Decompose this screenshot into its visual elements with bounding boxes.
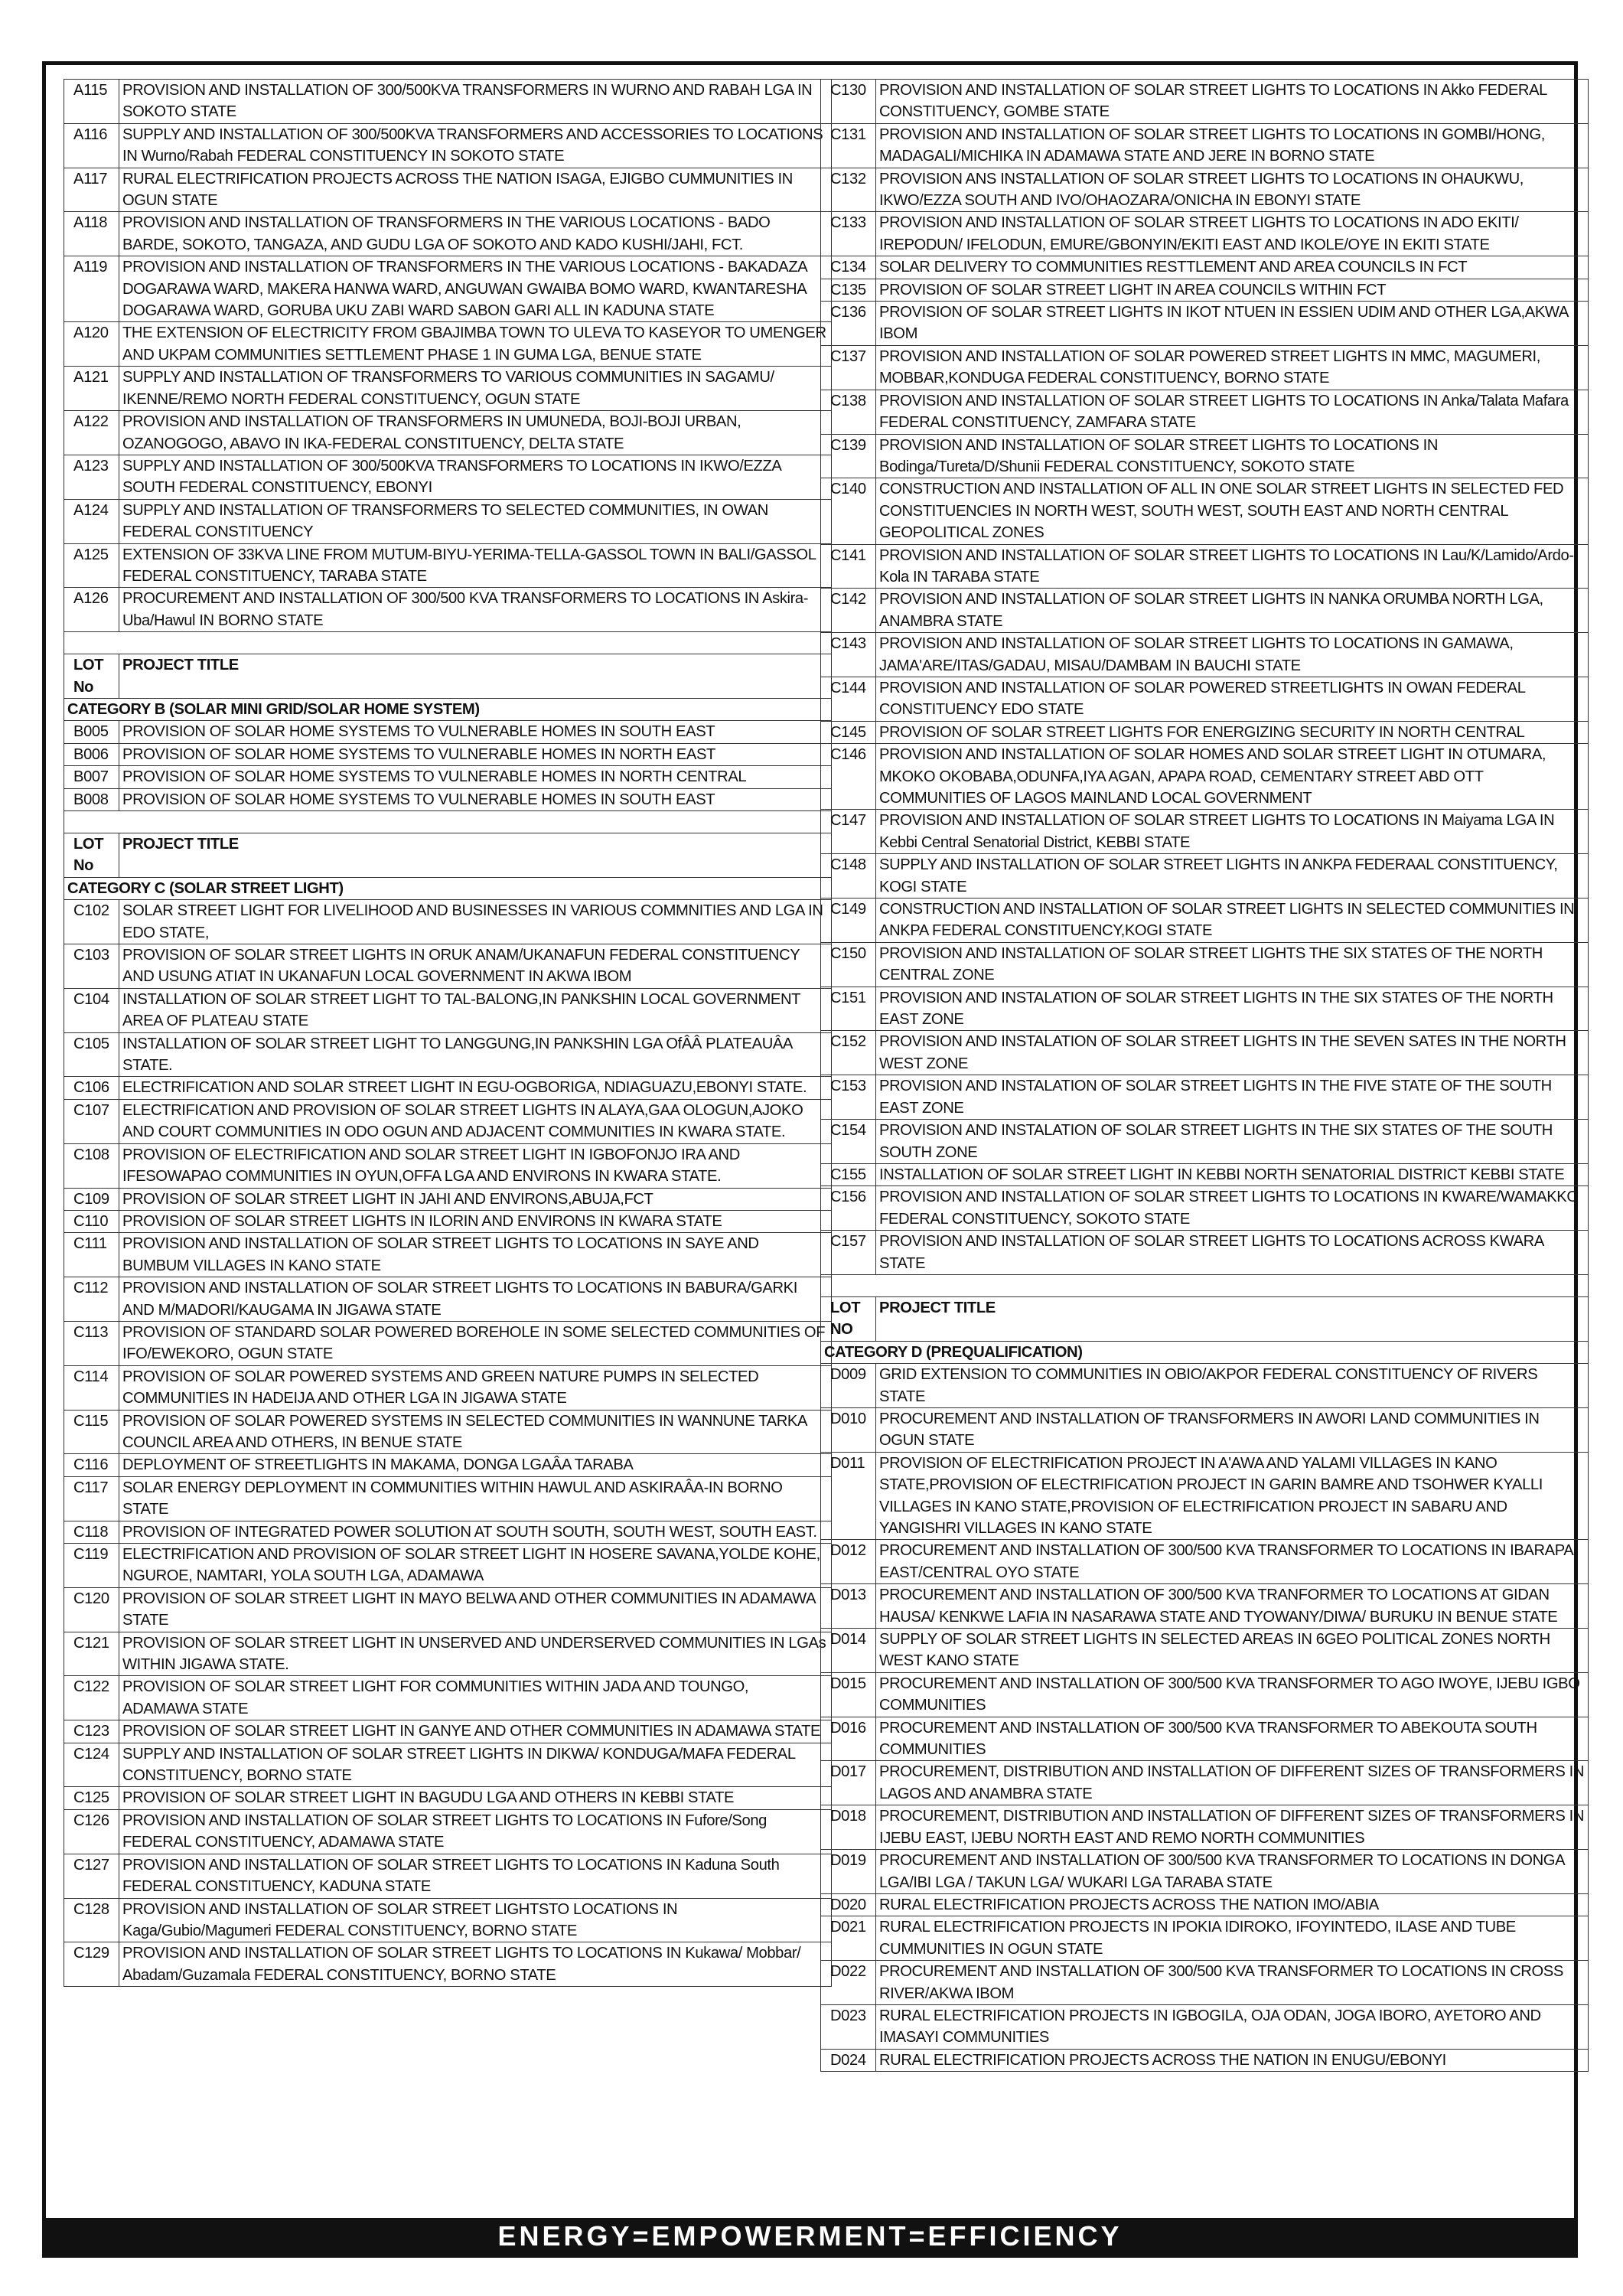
lot-number: C142: [821, 589, 876, 633]
lot-number: C136: [821, 302, 876, 346]
project-title-header: PROJECT TITLE: [119, 833, 832, 878]
project-title: PROVISION OF SOLAR STREET LIGHTS FOR ENERGIZING SECURITY IN NORTH CENTRAL: [876, 721, 1589, 743]
category-heading-row: [64, 698, 832, 720]
lot-number: A115: [64, 80, 119, 124]
lot-number: C152: [821, 1031, 876, 1075]
lot-row: [64, 499, 832, 543]
lot-number: C138: [821, 390, 876, 434]
lot-row: [821, 1186, 1589, 1231]
lot-number: D014: [821, 1629, 876, 1673]
lot-row: [821, 810, 1589, 854]
lot-row: [821, 1231, 1589, 1275]
lot-number: C124: [64, 1743, 119, 1787]
lot-number: C117: [64, 1476, 119, 1521]
project-title: PROVISION AND INSTALLATION OF SOLAR STREET LIGHTS TO LOCATIONS IN Lau/K/Lamido/Ardo-Kola IN TARABA STATE: [876, 544, 1589, 589]
lot-row: [821, 721, 1589, 743]
spacer-cell: [64, 811, 832, 833]
project-title: RURAL ELECTRIFICATION PROJECTS IN IPOKIA IDIROKO, IFOYINTEDO, ILASE AND TUBE CUMMUNITIES IN OGUN STATE: [876, 1916, 1589, 1961]
category-heading-row: [64, 877, 832, 899]
lot-row: [821, 544, 1589, 589]
project-title: PROVISION AND INSTALLATION OF SOLAR STREET LIGHTS TO LOCATIONS IN GOMBI/HONG, MADAGALI/MICHIKA IN ADAMAWA STATE AND JERE IN BORNO STATE: [876, 123, 1589, 168]
lot-row: [64, 1632, 832, 1676]
project-title: PROVISION AND INSTALLATION OF SOLAR STREET LIGHTS TO LOCATIONS ACROSS KWARA STATE: [876, 1231, 1589, 1275]
lot-number: C135: [821, 279, 876, 301]
lot-number: A121: [64, 367, 119, 411]
category-heading: CATEGORY D (PREQUALIFICATION): [821, 1341, 1589, 1363]
lot-number: C153: [821, 1075, 876, 1120]
right-column: [820, 79, 1589, 2072]
lot-number: C103: [64, 944, 119, 989]
lot-number: D015: [821, 1672, 876, 1717]
project-title: PROVISION OF SOLAR POWERED SYSTEMS IN SELECTED COMMUNITIES IN WANNUNE TARKA COUNCIL AREA AND OTHERS, IN BENUE STATE: [119, 1410, 832, 1454]
lot-row: [821, 899, 1589, 943]
lot-row: [64, 1321, 832, 1365]
lot-number: B006: [64, 743, 119, 765]
lot-row: [821, 1717, 1589, 1761]
lot-row: [64, 1743, 832, 1787]
lot-number: C149: [821, 899, 876, 943]
lot-number: C130: [821, 80, 876, 124]
project-title: SUPPLY AND INSTALLATION OF TRANSFORMERS TO SELECTED COMMUNITIES, IN OWAN FEDERAL CONSTITUENCY: [119, 499, 832, 543]
lot-row: [821, 390, 1589, 434]
lot-row: [64, 1898, 832, 1942]
project-title: PROVISION OF SOLAR HOME SYSTEMS TO VULNERABLE HOMES IN SOUTH EAST: [119, 721, 832, 743]
project-title: PROVISION OF SOLAR HOME SYSTEMS TO VULNERABLE HOMES IN NORTH EAST: [119, 743, 832, 765]
lot-number: C112: [64, 1277, 119, 1322]
lot-row: [64, 123, 832, 168]
lot-row: [821, 2004, 1589, 2049]
lot-row: [821, 1916, 1589, 1961]
lot-row: [821, 1452, 1589, 1540]
project-title: ELECTRIFICATION AND PROVISION OF SOLAR STREET LIGHT IN HOSERE SAVANA,YOLDE KOHE, NGUROE, NAMTARI, YOLA SOUTH LGA, ADAMAWA: [119, 1544, 832, 1588]
lot-row: [821, 633, 1589, 677]
lot-number: D013: [821, 1584, 876, 1629]
lot-row: [64, 1099, 832, 1143]
lot-row: [821, 1805, 1589, 1850]
project-title: CONSTRUCTION AND INSTALLATION OF ALL IN ONE SOLAR STREET LIGHTS IN SELECTED FED CONSTITUENCIES IN NORTH WEST, SOUTH WEST, SOUTH EAST AND NORTH CENTRAL GEOPOLITICAL ZONES: [876, 478, 1589, 544]
spacer-cell: [821, 1274, 1589, 1296]
lot-row: [64, 1454, 832, 1476]
project-title: PROVISION OF SOLAR STREET LIGHT IN AREA COUNCILS WITHIN FCT: [876, 279, 1589, 301]
lot-row: [64, 543, 832, 588]
project-title: PROCUREMENT AND INSTALLATION OF TRANSFORMERS IN AWORI LAND COMMUNITIES IN OGUN STATE: [876, 1407, 1589, 1452]
lot-row: [64, 367, 832, 411]
project-title: PROVISION OF ELECTRIFICATION AND SOLAR STREET LIGHT IN IGBOFONJO IRA AND IFESOWAPAO COMMUNITIES IN OYUN,OFFA LGA AND ENVIRONS IN KWARA STATE.: [119, 1143, 832, 1188]
lot-row: [821, 744, 1589, 810]
column-header-row: [821, 1296, 1589, 1341]
project-title: SUPPLY AND INSTALLATION OF 300/500KVA TRANSFORMERS TO LOCATIONS IN IKWO/EZZA SOUTH FEDERAL CONSTITUENCY, EBONYI: [119, 455, 832, 499]
project-title: PROVISION AND INSTALLATION OF SOLAR STREET LIGHTS TO LOCATIONS IN Fufore/Song FEDERAL CONSTITUENCY, ADAMAWA STATE: [119, 1809, 832, 1854]
lot-number: C143: [821, 633, 876, 677]
lot-number: A119: [64, 256, 119, 322]
lot-row: [821, 1031, 1589, 1075]
project-title: PROCUREMENT AND INSTALLATION OF 300/500 KVA TRANFORMER TO LOCATIONS AT GIDAN HAUSA/ KENKWE LAFIA IN NASARAWA STATE AND TYOWANY/DIWA/ BURUKU IN BENUE STATE: [876, 1584, 1589, 1629]
project-title: INSTALLATION OF SOLAR STREET LIGHT TO LANGGUNG,IN PANKSHIN LGA OfÂÂ PLATEAUÂA STATE.: [119, 1032, 832, 1077]
lot-row: [64, 1544, 832, 1588]
project-title: RURAL ELECTRIFICATION PROJECTS ACROSS THE NATION ISAGA, EJIGBO CUMMUNITIES IN OGUN STATE: [119, 168, 832, 212]
lot-number: C134: [821, 256, 876, 279]
spacer-row: [64, 811, 832, 833]
project-title: PROVISION AND INSTALLATION OF TRANSFORMERS IN UMUNEDA, BOJI-BOJI URBAN, OZANOGOGO, ABAVO IN IKA-FEDERAL CONSTITUENCY, DELTA STATE: [119, 411, 832, 455]
project-title-header: PROJECT TITLE: [119, 654, 832, 699]
lot-number: C157: [821, 1231, 876, 1275]
project-title: PROVISION OF SOLAR STREET LIGHTS IN ILORIN AND ENVIRONS IN KWARA STATE: [119, 1210, 832, 1232]
project-title: PROVISION OF SOLAR HOME SYSTEMS TO VULNERABLE HOMES IN SOUTH EAST: [119, 788, 832, 810]
project-title: PROVISION OF ELECTRIFICATION PROJECT IN A'AWA AND YALAMI VILLAGES IN KANO STATE,PROVISION OF ELECTRIFICATION PROJECT IN GARIN BAMRE AND TSOHWER KYALLI VILLAGES IN KANO STATE,PROVISION OF ELECTRIFICATION PROJECT IN SABARU AND YANGISHRI VILLAGES IN KANO STATE: [876, 1452, 1589, 1540]
project-title: PROCUREMENT, DISTRIBUTION AND INSTALLATION OF DIFFERENT SIZES OF TRANSFORMERS IN IJEBU EAST, IJEBU NORTH EAST AND REMO NORTH COMMUNITIES: [876, 1805, 1589, 1850]
lot-number: D012: [821, 1540, 876, 1584]
lot-number: D009: [821, 1364, 876, 1408]
project-title: SOLAR DELIVERY TO COMMUNITIES RESTTLEMENT AND AREA COUNCILS IN FCT: [876, 256, 1589, 279]
project-title: DEPLOYMENT OF STREETLIGHTS IN MAKAMA, DONGA LGAÂA TARABA: [119, 1454, 832, 1476]
project-title: PROVISION AND INSTALLATION OF SOLAR POWERED STREET LIGHTS IN MMC, MAGUMERI, MOBBAR,KONDUGA FEDERAL CONSTITUENCY, BORNO STATE: [876, 345, 1589, 390]
lot-number: A124: [64, 499, 119, 543]
lot-row: [64, 1032, 832, 1077]
lot-number: A126: [64, 588, 119, 632]
lot-number: C104: [64, 988, 119, 1032]
lot-number: C115: [64, 1410, 119, 1454]
lots-table-left: [64, 79, 832, 1987]
lot-number: C140: [821, 478, 876, 544]
lot-row: [64, 322, 832, 367]
project-title: PROVISION OF SOLAR HOME SYSTEMS TO VULNERABLE HOMES IN NORTH CENTRAL: [119, 766, 832, 788]
project-title: PROVISION OF STANDARD SOLAR POWERED BOREHOLE IN SOME SELECTED COMMUNITIES OF IFO/EWEKORO, OGUN STATE: [119, 1321, 832, 1365]
project-title: PROVISION AND INSTALLATION OF TRANSFORMERS IN THE VARIOUS LOCATIONS - BAKADAZA DOGARAWA WARD, MAKERA HANWA WARD, ANGUWAN GWAIBA BOMO WARD, KWANTARESHA DOGARAWA WARD, GORUBA UKU ZABI WARD SABON GARI ALL IN KADUNA STATE: [119, 256, 832, 322]
project-title: SOLAR ENERGY DEPLOYMENT IN COMMUNITIES WITHIN HAWUL AND ASKIRAÂA-IN BORNO STATE: [119, 1476, 832, 1521]
lot-number: C105: [64, 1032, 119, 1077]
lot-row: [64, 1942, 832, 1987]
lot-row: [821, 168, 1589, 212]
lot-row: [64, 1410, 832, 1454]
project-title: PROVISION OF SOLAR STREET LIGHTS IN ORUK ANAM/UKANAFUN FEDERAL CONSTITUENCY AND USUNG ATIAT IN UKANAFUN LOCAL GOVERNMENT IN AKWA IBOM: [119, 944, 832, 989]
project-title: PROVISION AND INSTALLATION OF SOLAR STREET LIGHTS TO LOCATIONS IN GAMAWA, JAMA'ARE/ITAS/GADAU, MISAU/DAMBAM IN BAUCHI STATE: [876, 633, 1589, 677]
lot-number: A120: [64, 322, 119, 367]
lot-row: [64, 1521, 832, 1543]
lot-row: [821, 1761, 1589, 1805]
lot-number: C145: [821, 721, 876, 743]
lot-number: A122: [64, 411, 119, 455]
lot-row: [821, 1075, 1589, 1120]
lot-row: [64, 1809, 832, 1854]
lot-row: [64, 1365, 832, 1410]
lot-number: C151: [821, 987, 876, 1031]
lot-number: C144: [821, 677, 876, 721]
lot-row: [64, 788, 832, 810]
lot-number: D023: [821, 2004, 876, 2049]
lot-number: D021: [821, 1916, 876, 1961]
project-title: SOLAR STREET LIGHT FOR LIVELIHOOD AND BUSINESSES IN VARIOUS COMMNITIES AND LGA IN EDO STATE,: [119, 900, 832, 944]
left-column: [64, 79, 832, 1987]
lot-number: C116: [64, 1454, 119, 1476]
lot-row: [821, 1584, 1589, 1629]
lot-row: [64, 944, 832, 989]
category-heading: CATEGORY B (SOLAR MINI GRID/SOLAR HOME SYSTEM): [64, 698, 832, 720]
project-title: PROVISION OF SOLAR STREET LIGHT FOR COMMUNITIES WITHIN JADA AND TOUNGO, ADAMAWA STATE: [119, 1676, 832, 1720]
lot-row: [821, 1364, 1589, 1408]
lot-number: A123: [64, 455, 119, 499]
lot-number: B005: [64, 721, 119, 743]
lot-number: D019: [821, 1850, 876, 1894]
lot-number: C109: [64, 1188, 119, 1210]
lot-row: [64, 988, 832, 1032]
project-title: INSTALLATION OF SOLAR STREET LIGHT IN KEBBI NORTH SENATORIAL DISTRICT KEBBI STATE: [876, 1163, 1589, 1186]
lot-number: C147: [821, 810, 876, 854]
lot-row: [64, 588, 832, 632]
project-title: PROVISION AND INSTALATION OF SOLAR STREET LIGHTS IN THE SIX STATES OF THE NORTH EAST ZONE: [876, 987, 1589, 1031]
spacer-row: [64, 632, 832, 654]
lot-number: C114: [64, 1365, 119, 1410]
lot-number: C122: [64, 1676, 119, 1720]
lot-number: D024: [821, 2049, 876, 2071]
lot-number: D018: [821, 1805, 876, 1850]
lot-row: [821, 2049, 1589, 2071]
lot-number: C129: [64, 1942, 119, 1987]
category-heading-row: [821, 1341, 1589, 1363]
column-header-row: [64, 833, 832, 878]
lot-row: [64, 1077, 832, 1099]
lot-number: D016: [821, 1717, 876, 1761]
lot-number: D017: [821, 1761, 876, 1805]
lot-row: [821, 942, 1589, 987]
lot-row: [64, 455, 832, 499]
project-title: SUPPLY AND INSTALLATION OF TRANSFORMERS TO VARIOUS COMMUNITIES IN SAGAMU/ IKENNE/REMO NORTH FEDERAL CONSTITUENCY, OGUN STATE: [119, 367, 832, 411]
lot-number: D022: [821, 1961, 876, 2005]
lot-number: C125: [64, 1787, 119, 1809]
column-header-row: [64, 654, 832, 699]
project-title: PROCUREMENT AND INSTALLATION OF 300/500 KVA TRANSFORMERS TO LOCATIONS IN Askira-Uba/Hawul IN BORNO STATE: [119, 588, 832, 632]
project-title: PROVISION OF SOLAR STREET LIGHT IN BAGUDU LGA AND OTHERS IN KEBBI STATE: [119, 1787, 832, 1809]
lot-row: [821, 345, 1589, 390]
project-title: PROVISION OF SOLAR POWERED SYSTEMS AND GREEN NATURE PUMPS IN SELECTED COMMUNITIES IN HADEIJA AND OTHER LGA IN JIGAWA STATE: [119, 1365, 832, 1410]
lot-number: A125: [64, 543, 119, 588]
lots-table-right: [820, 79, 1589, 2072]
project-title: CONSTRUCTION AND INSTALLATION OF SOLAR STREET LIGHTS IN SELECTED COMMUNITIES IN ANKPA FEDERAL CONSTITUENCY,KOGI STATE: [876, 899, 1589, 943]
project-title: PROVISION AND INSTALATION OF SOLAR STREET LIGHTS IN THE SEVEN SATES IN THE NORTH WEST ZONE: [876, 1031, 1589, 1075]
lot-row: [64, 1143, 832, 1188]
project-title: PROVISION AND INSTALLATION OF SOLAR STREET LIGHTS TO LOCATIONS IN Maiyama LGA IN Kebbi Central Senatorial District, KEBBI STATE: [876, 810, 1589, 854]
project-title: RURAL ELECTRIFICATION PROJECTS ACROSS THE NATION IN ENUGU/EBONYI: [876, 2049, 1589, 2071]
lot-row: [64, 1188, 832, 1210]
project-title: PROCUREMENT, DISTRIBUTION AND INSTALLATION OF DIFFERENT SIZES OF TRANSFORMERS IN LAGOS AND ANAMBRA STATE: [876, 1761, 1589, 1805]
lot-row: [64, 721, 832, 743]
lot-number: C102: [64, 900, 119, 944]
project-title: PROVISION OF SOLAR STREET LIGHT IN GANYE AND OTHER COMMUNITIES IN ADAMAWA STATE: [119, 1720, 832, 1743]
lot-number: A118: [64, 212, 119, 256]
lot-number: C155: [821, 1163, 876, 1186]
lot-row: [821, 854, 1589, 899]
lot-number: C118: [64, 1521, 119, 1543]
project-title: PROCUREMENT AND INSTALLATION OF 300/500 KVA TRANSFORMER TO LOCATIONS IN CROSS RIVER/AKWA IBOM: [876, 1961, 1589, 2005]
lot-row: [821, 478, 1589, 544]
lot-number: C110: [64, 1210, 119, 1232]
lot-number: C119: [64, 1544, 119, 1588]
lot-number: C132: [821, 168, 876, 212]
project-title: RURAL ELECTRIFICATION PROJECTS ACROSS THE NATION IMO/ABIA: [876, 1893, 1589, 1916]
lot-number: B007: [64, 766, 119, 788]
spacer-cell: [64, 632, 832, 654]
project-title: PROVISION AND INSTALATION OF SOLAR STREET LIGHTS IN THE SIX STATES OF THE SOUTH SOUTH ZONE: [876, 1120, 1589, 1164]
lot-row: [821, 1961, 1589, 2005]
lot-row: [821, 1893, 1589, 1916]
project-title: PROVISION AND INSTALLATION OF 300/500KVA TRANSFORMERS IN WURNO AND RABAH LGA IN SOKOTO STATE: [119, 80, 832, 124]
project-title: EXTENSION OF 33KVA LINE FROM MUTUM-BIYU-YERIMA-TELLA-GASSOL TOWN IN BALI/GASSOL FEDERAL CONSTITUENCY, TARABA STATE: [119, 543, 832, 588]
lot-number: C133: [821, 212, 876, 256]
project-title: PROCUREMENT AND INSTALLATION OF 300/500 KVA TRANSFORMER TO LOCATIONS IN DONGA LGA/IBI LGA / TAKUN LGA/ WUKARI LGA TARABA STATE: [876, 1850, 1589, 1894]
lot-number: C126: [64, 1809, 119, 1854]
project-title: PROVISION AND INSTALLATION OF TRANSFORMERS IN THE VARIOUS LOCATIONS - BADO BARDE, SOKOTO, TANGAZA, AND GUDU LGA OF SOKOTO AND KADO KUSHI/JAHI, FCT.: [119, 212, 832, 256]
project-title: PROCUREMENT AND INSTALLATION OF 300/500 KVA TRANSFORMER TO AGO IWOYE, IJEBU IGBO COMMUNITIES: [876, 1672, 1589, 1717]
lot-row: [64, 1233, 832, 1277]
lot-number: B008: [64, 788, 119, 810]
category-heading: CATEGORY C (SOLAR STREET LIGHT): [64, 877, 832, 899]
lot-row: [64, 80, 832, 124]
lot-number: C154: [821, 1120, 876, 1164]
lot-number: C148: [821, 854, 876, 899]
lot-number: C131: [821, 123, 876, 168]
lot-number: C106: [64, 1077, 119, 1099]
lot-number: D020: [821, 1893, 876, 1916]
project-title: PROVISION AND INSTALLATION OF SOLAR STREET LIGHTS TO LOCATIONS IN Anka/Talata Mafara FEDERAL CONSTITUENCY, ZAMFARA STATE: [876, 390, 1589, 434]
lot-row: [821, 1120, 1589, 1164]
lot-number: C139: [821, 434, 876, 478]
lot-no-header: LOT No: [64, 833, 119, 878]
lot-number: C141: [821, 544, 876, 589]
project-title: PROVISION AND INSTALLATION OF SOLAR STREET LIGHTS TO LOCATIONS IN BABURA/GARKI AND M/MADORI/KAUGAMA IN JIGAWA STATE: [119, 1277, 832, 1322]
project-title-header: PROJECT TITLE: [876, 1296, 1589, 1341]
lot-row: [64, 1676, 832, 1720]
lot-row: [821, 80, 1589, 124]
lot-number: C146: [821, 744, 876, 810]
project-title: SUPPLY AND INSTALLATION OF 300/500KVA TRANSFORMERS AND ACCESSORIES TO LOCATIONS IN Wurno/Rabah FEDERAL CONSTITUENCY IN SOKOTO STATE: [119, 123, 832, 168]
lot-number: C108: [64, 1143, 119, 1188]
lot-number: C107: [64, 1099, 119, 1143]
lot-number: A116: [64, 123, 119, 168]
lot-row: [64, 766, 832, 788]
project-title: PROCUREMENT AND INSTALLATION OF 300/500 KVA TRANSFORMER TO LOCATIONS IN IBARAPA EAST/CENTRAL OYO STATE: [876, 1540, 1589, 1584]
project-title: RURAL ELECTRIFICATION PROJECTS IN IGBOGILA, OJA ODAN, JOGA IBORO, AYETORO AND IMASAYI COMMUNITIES: [876, 2004, 1589, 2049]
lot-number: C113: [64, 1321, 119, 1365]
project-title: PROVISION OF SOLAR STREET LIGHTS IN IKOT NTUEN IN ESSIEN UDIM AND OTHER LGA,AKWA IBOM: [876, 302, 1589, 346]
lot-row: [64, 1277, 832, 1322]
project-title: INSTALLATION OF SOLAR STREET LIGHT TO TAL-BALONG,IN PANKSHIN LOCAL GOVERNMENT AREA OF PLATEAU STATE: [119, 988, 832, 1032]
lot-row: [64, 1787, 832, 1809]
lot-row: [821, 987, 1589, 1031]
lot-number: A117: [64, 168, 119, 212]
lot-row: [821, 1407, 1589, 1452]
lot-row: [64, 1587, 832, 1632]
lot-row: [64, 168, 832, 212]
lot-number: C156: [821, 1186, 876, 1231]
lot-row: [64, 256, 832, 322]
lot-number: D011: [821, 1452, 876, 1540]
lot-no-header: LOT NO: [821, 1296, 876, 1341]
project-title: PROVISION AND INSTALLATION OF SOLAR POWERED STREETLIGHTS IN OWAN FEDERAL CONSTITUENCY EDO STATE: [876, 677, 1589, 721]
project-title: PROVISION OF SOLAR STREET LIGHT IN JAHI AND ENVIRONS,ABUJA,FCT: [119, 1188, 832, 1210]
lot-row: [821, 1850, 1589, 1894]
lot-no-header: LOT No: [64, 654, 119, 699]
project-title: PROVISION AND INSTALLATION OF SOLAR STREET LIGHTS THE SIX STATES OF THE NORTH CENTRAL ZONE: [876, 942, 1589, 987]
project-title: PROVISION AND INSTALLATION OF SOLAR STREET LIGHTS TO LOCATIONS IN Bodinga/Tureta/D/Shunii FEDERAL CONSTITUENCY, SOKOTO STATE: [876, 434, 1589, 478]
project-title: SUPPLY AND INSTALLATION OF SOLAR STREET LIGHTS IN ANKPA FEDERAAL CONSTITUENCY, KOGI STATE: [876, 854, 1589, 899]
lot-row: [821, 1629, 1589, 1673]
project-title: PROVISION AND INSTALLATION OF SOLAR HOMES AND SOLAR STREET LIGHT IN OTUMARA, MKOKO OKOBABA,ODUNFA,IYA AGAN, APAPA ROAD, CEMENTARY STREET ABD OTT COMMUNITIES OF LAGOS MAINLAND LOCAL GOVERNMENT: [876, 744, 1589, 810]
lot-row: [64, 1720, 832, 1743]
lot-row: [821, 1540, 1589, 1584]
lot-row: [821, 434, 1589, 478]
lot-row: [64, 900, 832, 944]
project-title: PROVISION OF SOLAR STREET LIGHT IN UNSERVED AND UNDERSERVED COMMUNITIES IN LGAs WITHIN JIGAWA STATE.: [119, 1632, 832, 1676]
lot-row: [821, 1672, 1589, 1717]
lot-number: C121: [64, 1632, 119, 1676]
lot-number: D010: [821, 1407, 876, 1452]
project-title: SUPPLY OF SOLAR STREET LIGHTS IN SELECTED AREAS IN 6GEO POLITICAL ZONES NORTH WEST KANO STATE: [876, 1629, 1589, 1673]
project-title: PROVISION AND INSTALLATION OF SOLAR STREET LIGHTS IN NANKA ORUMBA NORTH LGA, ANAMBRA STATE: [876, 589, 1589, 633]
lot-number: C123: [64, 1720, 119, 1743]
footer-slogan: ENERGY=EMPOWERMENT=EFFICIENCY: [42, 2218, 1578, 2254]
project-title: THE EXTENSION OF ELECTRICITY FROM GBAJIMBA TOWN TO ULEVA TO KASEYOR TO UMENGER AND UKPAM COMMUNITIES SETTLEMENT PHASE 1 IN GUMA LGA, BENUE STATE: [119, 322, 832, 367]
lot-number: C150: [821, 942, 876, 987]
lot-number: C111: [64, 1233, 119, 1277]
lot-row: [821, 302, 1589, 346]
lot-row: [64, 1476, 832, 1521]
spacer-row: [821, 1274, 1589, 1296]
project-title: PROVISION AND INSTALLATION OF SOLAR STREET LIGHTS TO LOCATIONS IN ADO EKITI/ IREPODUN/ IFELODUN, EMURE/GBONYIN/EKITI EAST AND IKOLE/OYE IN EKITI STATE: [876, 212, 1589, 256]
lot-number: C137: [821, 345, 876, 390]
project-title: PROVISION AND INSTALLATION OF SOLAR STREET LIGHTS TO LOCATIONS IN KWARE/WAMAKKO FEDERAL CONSTITUENCY, SOKOTO STATE: [876, 1186, 1589, 1231]
project-title: PROVISION AND INSTALLATION OF SOLAR STREET LIGHTS TO LOCATIONS IN Kukawa/ Mobbar/ Abadam/Guzamala FEDERAL CONSTITUENCY, BORNO STATE: [119, 1942, 832, 1987]
lot-row: [64, 743, 832, 765]
lot-row: [64, 1210, 832, 1232]
lot-row: [64, 212, 832, 256]
project-title: PROVISION AND INSTALLATION OF SOLAR STREET LIGHTSTO LOCATIONS IN Kaga/Gubio/Magumeri FEDERAL CONSTITUENCY, BORNO STATE: [119, 1898, 832, 1942]
project-title: PROVISION AND INSTALATION OF SOLAR STREET LIGHTS IN THE FIVE STATE OF THE SOUTH EAST ZONE: [876, 1075, 1589, 1120]
lot-row: [821, 677, 1589, 721]
lot-row: [821, 256, 1589, 279]
project-title: PROVISION ANS INSTALLATION OF SOLAR STREET LIGHTS TO LOCATIONS IN OHAUKWU, IKWO/EZZA SOUTH AND IVO/OHAOZARA/ONICHA IN EBONYI STATE: [876, 168, 1589, 212]
lot-number: C120: [64, 1587, 119, 1632]
lot-row: [821, 212, 1589, 256]
project-title: ELECTRIFICATION AND SOLAR STREET LIGHT IN EGU-OGBORIGA, NDIAGUAZU,EBONYI STATE.: [119, 1077, 832, 1099]
lot-row: [64, 411, 832, 455]
project-title: PROVISION AND INSTALLATION OF SOLAR STREET LIGHTS TO LOCATIONS IN Kaduna South FEDERAL CONSTITUENCY, KADUNA STATE: [119, 1854, 832, 1898]
project-title: SUPPLY AND INSTALLATION OF SOLAR STREET LIGHTS IN DIKWA/ KONDUGA/MAFA FEDERAL CONSTITUENCY, BORNO STATE: [119, 1743, 832, 1787]
lot-number: C127: [64, 1854, 119, 1898]
lot-number: C128: [64, 1898, 119, 1942]
lot-row: [821, 589, 1589, 633]
project-title: PROVISION AND INSTALLATION OF SOLAR STREET LIGHTS TO LOCATIONS IN SAYE AND BUMBUM VILLAGES IN KANO STATE: [119, 1233, 832, 1277]
project-title: PROVISION AND INSTALLATION OF SOLAR STREET LIGHTS TO LOCATIONS IN Akko FEDERAL CONSTITUENCY, GOMBE STATE: [876, 80, 1589, 124]
project-title: ELECTRIFICATION AND PROVISION OF SOLAR STREET LIGHTS IN ALAYA,GAA OLOGUN,AJOKO AND COURT COMMUNITIES IN ODO OGUN AND ADJACENT COMMUNITIES IN KWARA STATE.: [119, 1099, 832, 1143]
lot-row: [821, 279, 1589, 301]
lot-row: [64, 1854, 832, 1898]
lot-row: [821, 1163, 1589, 1186]
project-title: PROVISION OF SOLAR STREET LIGHT IN MAYO BELWA AND OTHER COMMUNITIES IN ADAMAWA STATE: [119, 1587, 832, 1632]
lot-row: [821, 123, 1589, 168]
project-title: PROCUREMENT AND INSTALLATION OF 300/500 KVA TRANSFORMER TO ABEKOUTA SOUTH COMMUNITIES: [876, 1717, 1589, 1761]
project-title: PROVISION OF INTEGRATED POWER SOLUTION AT SOUTH SOUTH, SOUTH WEST, SOUTH EAST.: [119, 1521, 832, 1543]
project-title: GRID EXTENSION TO COMMUNITIES IN OBIO/AKPOR FEDERAL CONSTITUENCY OF RIVERS STATE: [876, 1364, 1589, 1408]
